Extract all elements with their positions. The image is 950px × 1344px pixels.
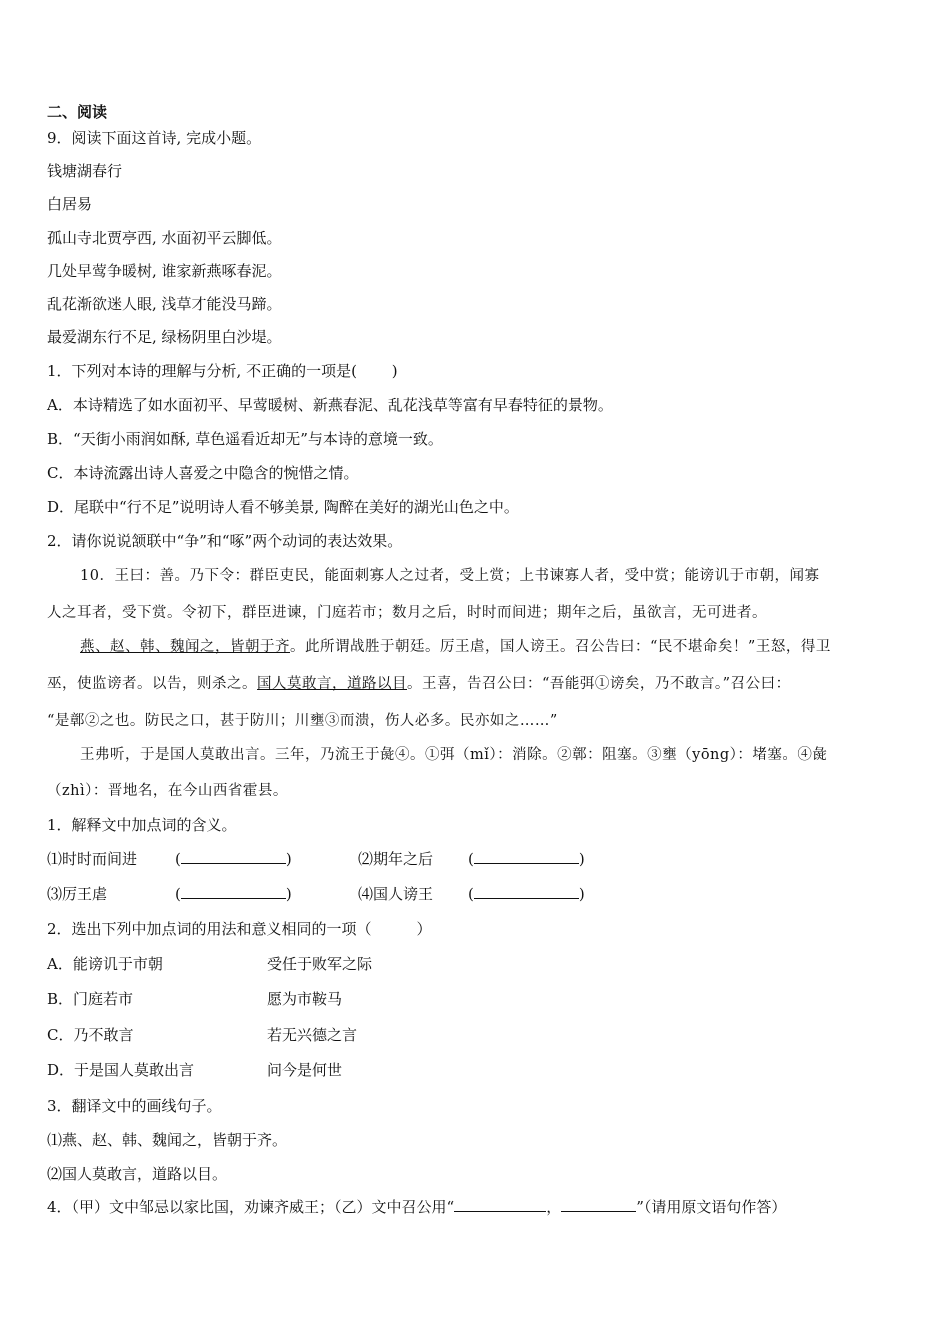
q10-sub4 bbox=[47, 1197, 786, 1217]
blank-line[interactable] bbox=[181, 884, 286, 899]
word-item bbox=[47, 849, 137, 869]
q10-sub1: 1．解释文中加点词的含义。 bbox=[47, 816, 237, 834]
paren-close: ) bbox=[578, 850, 585, 868]
poem-author: 白居易 bbox=[47, 195, 93, 213]
translation-item: ⑴燕、赵、韩、魏闻之，皆朝于齐。 bbox=[47, 1131, 288, 1149]
poem-line: 最爱湖东行不足, 绿杨阴里白沙堤。 bbox=[47, 328, 282, 346]
pair-right: 愿为市鞍马 bbox=[267, 990, 343, 1008]
pair-left: C．乃不敢言 bbox=[47, 1026, 134, 1044]
paren-close: ) bbox=[285, 850, 292, 868]
answer-blank[interactable] bbox=[561, 1197, 636, 1212]
poem-line: 乱花渐欲迷人眼, 浅草才能没马蹄。 bbox=[47, 295, 282, 313]
answer-blank[interactable] bbox=[468, 884, 585, 904]
option-c: C．本诗流露出诗人喜爱之中隐含的惋惜之情。 bbox=[47, 464, 359, 482]
word-item bbox=[358, 884, 433, 904]
answer-blank[interactable] bbox=[175, 849, 292, 869]
blank-line[interactable] bbox=[474, 884, 579, 899]
paren-open: ( bbox=[175, 885, 181, 903]
poem-line: 孤山寺北贾亭西, 水面初平云脚低。 bbox=[47, 229, 282, 247]
q10-sub2: 2．选出下列中加点词的用法和意义相同的一项（ ） bbox=[47, 920, 432, 938]
passage-text: 巫，使监谤者。以告，则杀之。 bbox=[47, 676, 257, 692]
paren-close: ) bbox=[578, 885, 585, 903]
word-label: ⑴时时而间进 bbox=[47, 850, 138, 868]
section-title: 二、阅读 bbox=[47, 103, 108, 121]
q10-passage-line: 10．王曰：善。乃下令：群臣吏民，能面刺寡人之过者，受上赏；上书谏寡人者，受中赏；能谤讥于市朝，闻寡 bbox=[80, 568, 820, 584]
word-label: ⑵期年之后 bbox=[358, 850, 434, 868]
word-label: ⑷国人谤王 bbox=[358, 885, 434, 903]
paren-open: ( bbox=[468, 885, 474, 903]
q10-sub4-text: 4．（甲）文中邹忌以家比国，劝谏齐威王；（乙）文中召公用“ bbox=[47, 1198, 455, 1216]
q10-passage-line: 人之耳者，受下赏。令初下，群臣进谏，门庭若市；数月之后，时时而间进；期年之后，虽欲言，无可进者。 bbox=[47, 605, 767, 621]
answer-blank[interactable] bbox=[468, 849, 585, 869]
passage-text: 。此所谓战胜于朝廷。厉王虐，国人谤王。召公告曰：“民不堪命矣！”王怒，得卫 bbox=[290, 639, 831, 655]
translation-item: ⑵国人莫敢言，道路以目。 bbox=[47, 1165, 228, 1183]
pair-left: B．门庭若市 bbox=[47, 990, 134, 1008]
passage-text: 。王喜，告召公曰：“吾能弭①谤矣，乃不敢言。”召公曰： bbox=[407, 676, 791, 692]
word-item bbox=[47, 884, 107, 904]
pair-right: 受任于败军之际 bbox=[267, 955, 373, 973]
pair-left: A．能谤讥于市朝 bbox=[47, 955, 163, 973]
option-a: A．本诗精选了如水面初平、早莺暖树、新燕春泥、乱花浅草等富有早春特征的景物。 bbox=[47, 396, 613, 414]
blank-line[interactable] bbox=[474, 849, 579, 864]
word-item bbox=[358, 849, 433, 869]
paren-close: ) bbox=[285, 885, 292, 903]
poem-line: 几处早莺争暖树, 谁家新燕啄春泥。 bbox=[47, 262, 282, 280]
q10-passage-line bbox=[80, 637, 831, 657]
q9-prompt: 9．阅读下面这首诗, 完成小题。 bbox=[47, 129, 262, 147]
q9-sub2: 2．请你说说颔联中“争”和“啄”两个动词的表达效果。 bbox=[47, 532, 403, 550]
comma: ， bbox=[546, 1198, 562, 1216]
blank-line[interactable] bbox=[181, 849, 286, 864]
paren-open: ( bbox=[468, 850, 474, 868]
pair-right: 若无兴德之言 bbox=[267, 1026, 358, 1044]
underlined-sentence: 燕、赵、韩、魏闻之，皆朝于齐 bbox=[80, 639, 290, 655]
poem-title: 钱塘湖春行 bbox=[47, 162, 123, 180]
answer-blank[interactable] bbox=[175, 884, 292, 904]
q10-passage-line bbox=[47, 674, 791, 694]
pair-left: D．于是国人莫敢出言 bbox=[47, 1061, 195, 1079]
q10-sub3: 3．翻译文中的画线句子。 bbox=[47, 1097, 222, 1115]
option-b: B．“天街小雨润如酥, 草色遥看近却无”与本诗的意境一致。 bbox=[47, 430, 443, 448]
answer-blank[interactable] bbox=[454, 1197, 546, 1212]
q10-passage-line: 王弗听，于是国人莫敢出言。三年，乃流王于彘④。①弭（mǐ）：消除。②鄣：阻塞。③壅（yōng）：堵塞。④彘 bbox=[80, 747, 828, 763]
option-d: D．尾联中“行不足”说明诗人看不够美景, 陶醉在美好的湖光山色之中。 bbox=[47, 498, 519, 516]
q10-sub4-tail: ”（请用原文语句作答） bbox=[636, 1198, 787, 1216]
q10-passage-line: （zhì）：晋地名，在今山西省霍县。 bbox=[47, 783, 288, 799]
q10-passage-line: “是鄣②之也。防民之口，甚于防川；川壅③而溃，伤人必多。民亦如之……” bbox=[47, 713, 558, 729]
q9-sub1: 1．下列对本诗的理解与分析, 不正确的一项是( ) bbox=[47, 362, 398, 380]
paren-open: ( bbox=[175, 850, 181, 868]
word-label: ⑶厉王虐 bbox=[47, 885, 108, 903]
pair-right: 问今是何世 bbox=[267, 1061, 343, 1079]
underlined-sentence: 国人莫敢言，道路以目 bbox=[257, 676, 407, 692]
